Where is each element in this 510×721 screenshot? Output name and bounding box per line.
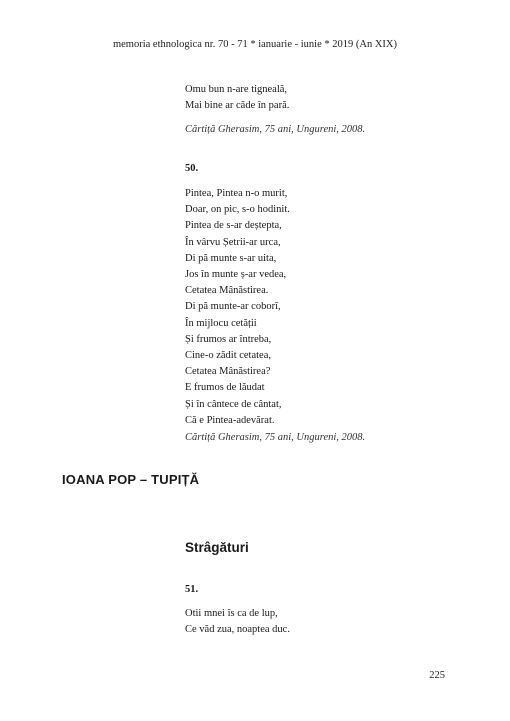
verse-line: Jos în munte ș-ar vedea, bbox=[185, 269, 287, 281]
poem-body bbox=[185, 186, 290, 429]
verse-line: Că e Pintea-adevărat. bbox=[185, 414, 275, 426]
page-number: 225 bbox=[429, 670, 445, 681]
verse-line: Mai bine ar căde în pară. bbox=[185, 100, 290, 112]
verse-line: Di pă munte s-ar uita, bbox=[185, 252, 277, 264]
verse-line: Otii mnei îs ca de lup, bbox=[185, 608, 278, 619]
section-title: Strâgături bbox=[185, 540, 249, 555]
verse-line: E frumos de lăudat bbox=[185, 382, 265, 394]
author-heading: IOANA POP – TUPIȚĂ bbox=[62, 472, 200, 487]
verse-line: Și în cântece de cântat, bbox=[185, 398, 282, 410]
poem-number: 50. bbox=[185, 163, 199, 174]
verse-line: Omu bun n-are tigneală, bbox=[185, 84, 288, 95]
poem-number: 51. bbox=[185, 584, 199, 595]
verse-line: În mijlocu cetății bbox=[185, 317, 257, 329]
verse-line: Cetatea Mânăstirea. bbox=[185, 285, 269, 297]
attribution: Cărtiță Gherasim, 75 ani, Ungureni, 2008. bbox=[185, 432, 366, 443]
stanza-top bbox=[185, 82, 289, 114]
verse-line: Cetatea Mânăstirea? bbox=[185, 366, 271, 378]
running-head: memoria ethnologica nr. 70 - 71 * ianuarie - iunie * 2019 (An XIX) bbox=[112, 39, 397, 50]
verse-line: În vârvu Șetrii-ar urca, bbox=[185, 236, 281, 248]
attribution: Cărtiță Gherasim, 75 ani, Ungureni, 2008. bbox=[185, 124, 366, 135]
verse-line: Pintea, Pintea n-o murit, bbox=[185, 188, 288, 199]
poem-body bbox=[185, 606, 290, 638]
verse-line: Di pă munte-ar coborî, bbox=[185, 301, 281, 313]
verse-line: Doar, on pic, s-o hodinit. bbox=[185, 204, 290, 216]
verse-line: Și frumos ar întreba, bbox=[185, 333, 272, 345]
verse-line: Cine-o zădit cetatea, bbox=[185, 350, 271, 362]
verse-line: Pintea de s-ar deștepta, bbox=[185, 220, 282, 232]
verse-line: Ce văd zua, noaptea duc. bbox=[185, 624, 290, 636]
